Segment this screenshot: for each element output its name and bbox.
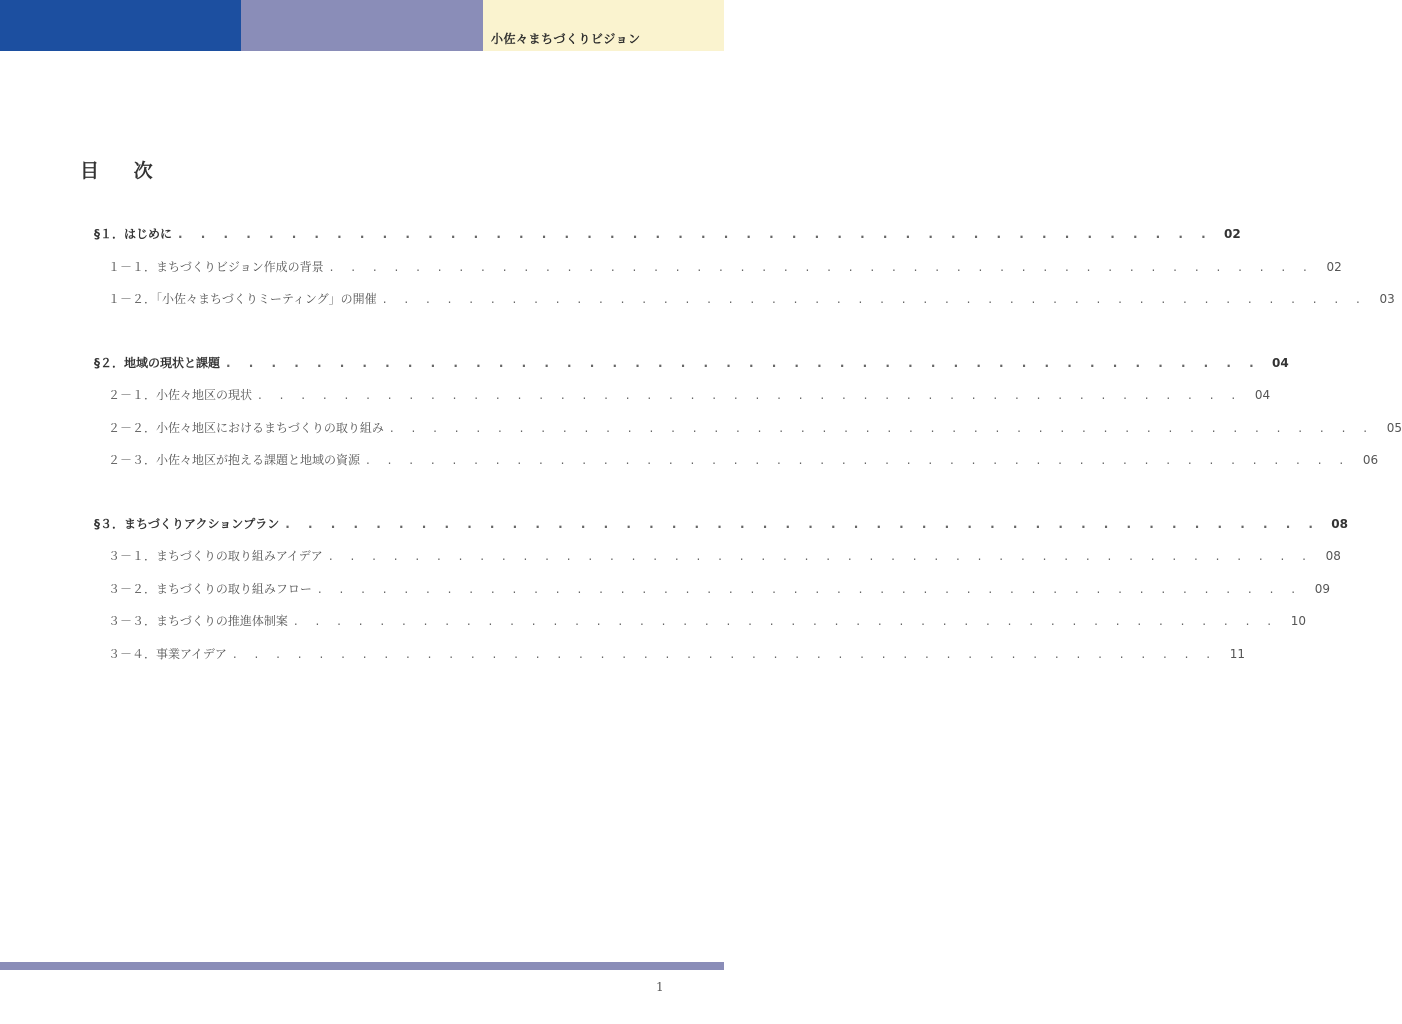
toc-item-1-2[interactable] [94,290,1395,323]
dot-leader: . . . . . . . . . . . . . . . . . . . . . . . . . . . . . . . . . . . . . . . . . . . . . . [328,549,1313,563]
dot-leader: . . . . . . . . . . . . . . . . . . . . . . . . . . . . . . . . . . . . . . . . . . . . . . [329,259,1314,274]
toc-page-number: 08 [1325,549,1341,563]
toc-section-label: §１．はじめに [94,227,173,241]
toc-item-label: ２－２．小佐々地区におけるまちづくりの取り組み [108,420,384,435]
toc-item-label: ２－３．小佐々地区が抱える課題と地域の資源 [108,453,361,467]
toc-item-2-1[interactable] [94,386,1271,419]
toc-page-number: 04 [1254,388,1271,402]
table-of-contents [94,225,1402,677]
toc-page-number: 11 [1229,646,1246,661]
dot-leader: . . . . . . . . . . . . . . . . . . . . . . . . . . . . . . . . . . . . . . . . . . . . . . [285,516,1320,531]
toc-page-number: 09 [1314,581,1331,596]
toc-item-3-4[interactable] [94,645,1246,678]
dot-leader: . . . . . . . . . . . . . . . . . . . . . . . . . . . . . . . . . . . . . . . . . . . . . . [258,388,1243,402]
dot-leader: . . . . . . . . . . . . . . . . . . . . . . . . . . . . . . . . . . . . . . . . . . . . . . [366,453,1351,467]
toc-section-2[interactable] [94,354,1289,387]
toc-item-label: ３－１．まちづくりの取り組みアイデア [108,549,323,563]
toc-item-2-3[interactable] [94,451,1379,484]
toc-item-label: ３－４．事業アイデア [108,646,227,661]
dot-leader: . . . . . . . . . . . . . . . . . . . . . . . . . . . . . . . . . . . . . . . . . . . . . . [293,614,1279,628]
dot-leader: . . . . . . . . . . . . . . . . . . . . . . . . . . . . . . . . . . . . . . . . . . . . . . [226,355,1261,370]
toc-page-number: 02 [1224,227,1241,241]
toc-page-number: 06 [1362,453,1379,467]
document-title: 小佐々まちづくりビジョン [491,32,641,46]
toc-section-label: §２．地域の現状と課題 [94,355,221,370]
toc-item-label: ３－３．まちづくりの推進体制案 [108,614,288,628]
toc-item-label: ３－２．まちづくりの取り組みフロー [108,581,312,596]
toc-page-number: 04 [1272,355,1289,370]
toc-page-number: 05 [1386,420,1402,435]
toc-page-number: 08 [1331,516,1348,531]
toc-item-label: ２－１．小佐々地区の現状 [108,388,253,402]
dot-leader: . . . . . . . . . . . . . . . . . . . . . . . . . . . . . . . . . . . . . . . . . . . . . . [317,581,1303,596]
footer-bar [0,962,724,970]
dot-leader: . . . . . . . . . . . . . . . . . . . . . . . . . . . . . . . . . . . . . . . . . . . . . . [382,292,1367,306]
toc-page-number: 03 [1379,292,1395,306]
toc-page-number: 02 [1326,259,1342,274]
page-header [0,0,724,51]
toc-item-3-3[interactable] [94,612,1307,645]
toc-section-3[interactable] [94,515,1348,548]
header-blue-band [0,0,241,51]
toc-item-label: １－２．「小佐々まちづくりミーティング」の開催 [108,292,377,306]
toc-item-3-2[interactable] [94,580,1331,613]
toc-section-label: §３．まちづくりアクションプラン [94,516,280,531]
dot-leader: . . . . . . . . . . . . . . . . . . . . . . . . . . . . . . . . . . . . . . . . . . . . . . [178,227,1213,241]
toc-item-1-1[interactable] [94,258,1342,291]
dot-leader: . . . . . . . . . . . . . . . . . . . . . . . . . . . . . . . . . . . . . . . . . . . . . . [389,420,1375,435]
toc-item-2-2[interactable] [94,419,1402,452]
toc-item-3-1[interactable] [94,547,1341,580]
toc-item-label: １－１．まちづくりビジョン作成の背景 [108,259,324,274]
toc-section-1[interactable] [94,225,1241,258]
page-number: 1 [656,980,664,994]
toc-heading: 目 次 [80,160,167,182]
dot-leader: . . . . . . . . . . . . . . . . . . . . . . . . . . . . . . . . . . . . . . . . . . . . . . [232,646,1218,661]
toc-page-number: 10 [1290,614,1307,628]
header-purple-band [241,0,483,51]
